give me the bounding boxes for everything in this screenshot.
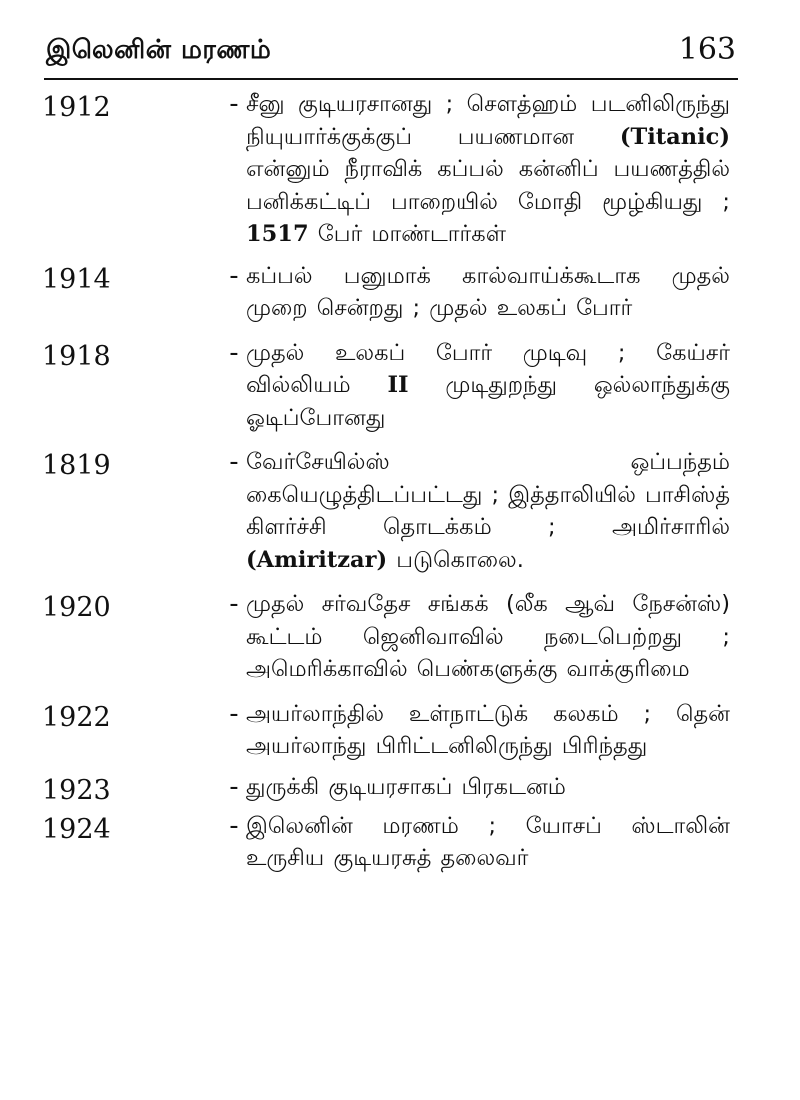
timeline-entry bbox=[40, 810, 740, 875]
entry-year: 1819 bbox=[42, 450, 111, 481]
entry-text: துருக்கி குடியரசாகப் பிரகடனம் bbox=[246, 773, 566, 800]
entry-year: 1924 bbox=[42, 813, 111, 845]
entry-dash: - bbox=[229, 260, 239, 291]
entry-text: முதல் சர்வதேச சங்கக் (லீக ஆவ் நேசன்ஸ்) கூட்டம் ஜெனிவாவில் நடைபெற்றது ; அமெரிக்காவில் பெண்களுக்கு வாக்குரிமை bbox=[246, 591, 730, 682]
timeline-entry bbox=[40, 771, 740, 806]
page-number: 163 bbox=[678, 32, 736, 67]
entry-dash: - bbox=[229, 589, 239, 619]
header-rule bbox=[44, 78, 738, 80]
entry-dash: - bbox=[229, 447, 239, 477]
entry-text: சீனு குடியரசானது ; சௌத்ஹம் படனிலிருந்து நியுயார்க்குக்குப் பயணமான (Titanic) என்னும் நீராவிக் கப்பல் கன்னிப் பயணத்தில் பனிக்கட்டிப் பாறையில் மோதி மூழ்கியது ; 1517 பேர் மாண்டார்கள் bbox=[246, 91, 730, 247]
entry-year: 1922 bbox=[42, 701, 111, 733]
latin-term: (Titanic) bbox=[619, 123, 730, 150]
running-title: இலெனின் மரணம் bbox=[46, 35, 272, 65]
timeline-entry bbox=[40, 446, 740, 576]
entry-text: வேர்சேயில்ஸ் ஒப்பந்தம் கையெழுத்திடப்பட்டது ; இத்தாலியில் பாசிஸ்த் கிளர்ச்சி தொடக்கம் ; அமிர்சாரில் (Amiritzar) படுகொலை. bbox=[246, 449, 730, 573]
entry-text: கப்பல் பனுமாக் கால்வாய்க்கூடாக முதல் முறை சென்றது ; முதல் உலகப் போர் bbox=[246, 262, 730, 321]
entry-dash: - bbox=[229, 810, 239, 841]
entry-year: 1912 bbox=[42, 92, 111, 123]
entry-dash: - bbox=[229, 89, 239, 119]
timeline-entry bbox=[40, 588, 740, 686]
latin-term: (Amiritzar) bbox=[246, 546, 388, 573]
entry-year: 1923 bbox=[42, 774, 111, 806]
entry-text: முதல் உலகப் போர் முடிவு ; கேய்சர் வில்லியம் II முடிதுறந்து ஒல்லாந்துக்கு ஓடிப்போனது bbox=[246, 339, 730, 431]
entry-dash: - bbox=[229, 698, 239, 729]
latin-term: 1517 bbox=[246, 221, 309, 247]
entry-year: 1914 bbox=[42, 263, 111, 295]
entry-dash: - bbox=[229, 337, 239, 368]
page-header bbox=[46, 28, 736, 72]
timeline-entry bbox=[40, 698, 740, 763]
timeline-list bbox=[40, 88, 740, 875]
timeline-entry bbox=[40, 260, 740, 325]
entry-dash: - bbox=[229, 771, 239, 802]
latin-term: II bbox=[387, 372, 409, 398]
entry-text: இலெனின் மரணம் ; யோசப் ஸ்டாலின் உருசிய குடியரசுத் தலைவர் bbox=[246, 812, 730, 871]
timeline-entry bbox=[40, 88, 740, 251]
entry-text: அயர்லாந்தில் உள்நாட்டுக் கலகம் ; தென் அயர்லாந்து பிரிட்டனிலிருந்து பிரிந்தது bbox=[246, 700, 730, 759]
entry-year: 1918 bbox=[42, 340, 111, 372]
timeline-entry bbox=[40, 337, 740, 435]
entry-year: 1920 bbox=[42, 592, 111, 623]
